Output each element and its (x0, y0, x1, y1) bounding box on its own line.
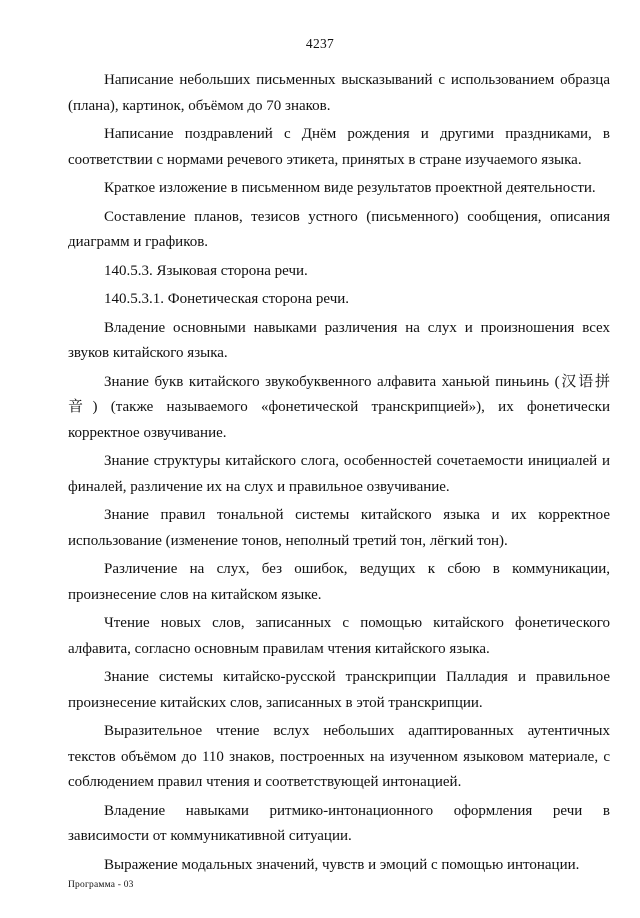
paragraph: Знание структуры китайского слога, особенностей сочетаемости инициалей и финалей, различение их на слух и правильное озвучивание. (68, 453, 610, 495)
paragraph: Выражение модальных значений, чувств и эмоций с помощью интонации. (104, 856, 580, 873)
paragraph: Знание системы китайско-русской транскрипции Палладия и правильное произнесение китайских слов, записанных в этой транскрипции. (68, 669, 610, 711)
paragraph: Знание букв китайского звукобуквенного алфавита ханьюй пиньинь (汉语拼音) (также называемого «фонетической транскрипцией»), их фонетически корректное озвучивание. (68, 373, 610, 441)
paragraph: Написание поздравлений с Днём рождения и другими праздниками, в соответствии с нормами речевого этикета, принятых в стране изучаемого языка. (68, 126, 610, 168)
subsection-heading: 140.5.3.1. Фонетическая сторона речи. (104, 291, 350, 307)
paragraph: Написание небольших письменных высказываний с использованием образца (плана), картинок, объёмом до 70 знаков. (68, 72, 610, 114)
paragraph: Краткое изложение в письменном виде результатов проектной деятельности. (104, 180, 596, 196)
page-body (68, 68, 610, 881)
paragraph: Составление планов, тезисов устного (письменного) сообщения, описания диаграмм и графиков. (68, 208, 610, 250)
paragraph: Владение основными навыками различения на слух и произношения всех звуков китайского языка. (68, 319, 610, 361)
paragraph: Различение на слух, без ошибок, ведущих к сбою в коммуникации, произнесение слов на китайском языке. (68, 561, 610, 603)
paragraph: Выразительное чтение вслух небольших адаптированных аутентичных текстов объёмом до 110 знаков, построенных на изученном языковом материале, с соблюдением правил чтения и соответствующей интонацией. (68, 723, 610, 790)
paragraph: Чтение новых слов, записанных с помощью китайского фонетического алфавита, согласно основным правилам чтения китайского языка. (68, 615, 610, 657)
footer-label: Программа - 03 (68, 880, 134, 890)
paragraph: Знание правил тональной системы китайского языка и их корректное использование (изменение тонов, неполный третий тон, лёгкий тон). (68, 507, 610, 549)
paragraph: Владение навыками ритмико-интонационного оформления речи в зависимости от коммуникативной ситуации. (68, 802, 610, 844)
section-heading: 140.5.3. Языковая сторона речи. (104, 262, 308, 279)
page-number: 4237 (305, 36, 335, 51)
